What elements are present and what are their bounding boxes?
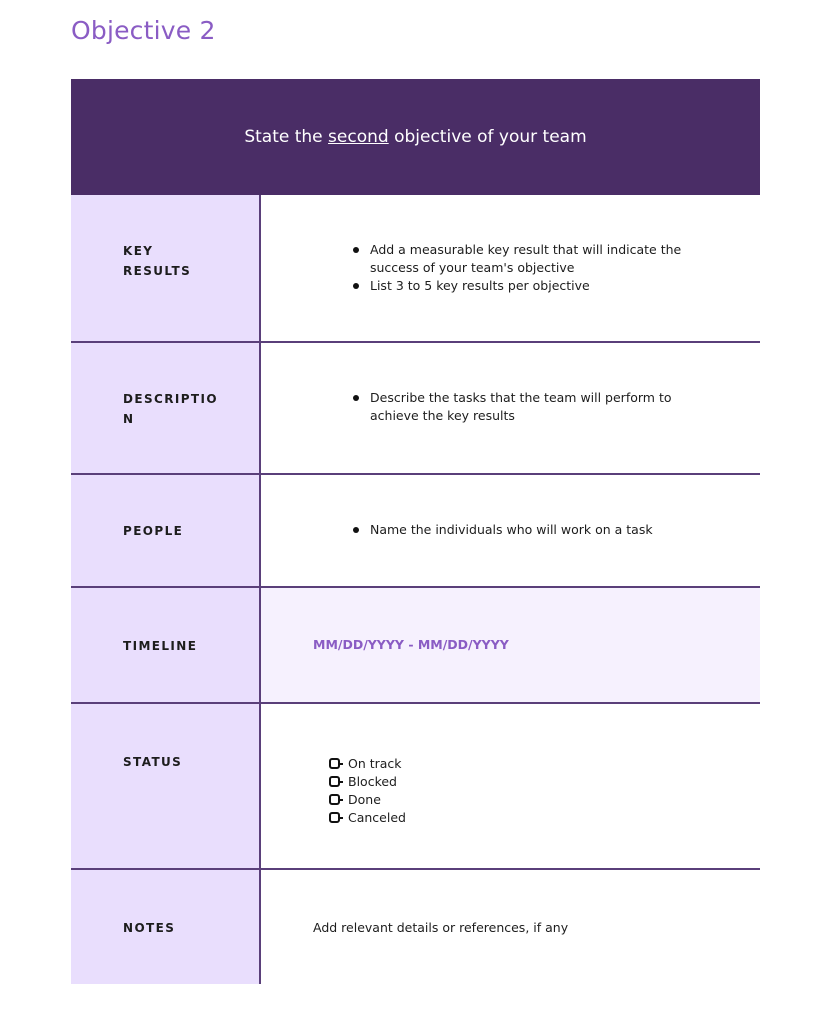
header-suffix: objective of your team [388,127,587,147]
row-label-notes [71,870,261,984]
label-line: NOTES [123,921,176,935]
row-label-timeline [71,588,261,702]
bullet-list [351,241,720,295]
objective-header[interactable] [71,79,760,195]
header-prefix: State the [244,127,329,147]
status-option-label: Blocked [348,773,397,789]
status-option-blocked[interactable] [329,772,406,790]
row-timeline [71,588,760,704]
bullet-list [351,521,720,539]
row-people [71,475,760,588]
list-item: List 3 to 5 key results per objective [351,277,720,295]
label-line: N [123,412,135,426]
page-title: Objective 2 [71,16,216,45]
label-line: DESCRIPTIO [123,392,218,406]
checkbox-icon[interactable] [329,812,340,823]
checkbox-icon[interactable] [329,776,340,787]
status-option-canceled[interactable] [329,808,406,826]
status-option-on-track[interactable] [329,754,406,772]
label-line: RESULTS [123,264,192,278]
row-key-results [71,195,760,343]
list-item: Name the individuals who will work on a task [351,521,720,539]
label-line: KEY [123,244,154,258]
cell-notes[interactable] [261,870,760,984]
cell-people[interactable] [261,475,760,586]
list-item: Describe the tasks that the team will perform to achieve the key results [351,389,720,425]
timeline-value[interactable]: MM/DD/YYYY - MM/DD/YYYY [313,637,509,652]
status-option-label: Canceled [348,809,406,825]
status-option-done[interactable] [329,790,406,808]
label-line: PEOPLE [123,524,184,538]
bullet-list [351,389,720,425]
cell-timeline[interactable] [261,588,760,702]
row-label-status [71,704,261,868]
checkbox-icon[interactable] [329,794,340,805]
okr-table [71,79,760,984]
status-option-label: Done [348,791,381,807]
cell-key-results[interactable] [261,195,760,341]
checkbox-icon[interactable] [329,758,340,769]
row-notes [71,870,760,984]
row-status [71,704,760,870]
cell-status [261,704,760,868]
row-description [71,343,760,475]
label-line: STATUS [123,755,183,769]
row-label-key-results [71,195,261,341]
row-label-people [71,475,261,586]
status-options [329,754,406,826]
header-underlined: second [328,127,389,147]
notes-value[interactable]: Add relevant details or references, if any [313,920,569,935]
cell-description[interactable] [261,343,760,473]
list-item: Add a measurable key result that will indicate the success of your team's objective [351,241,720,277]
row-label-description [71,343,261,473]
status-option-label: On track [348,755,402,771]
label-line: TIMELINE [123,639,198,653]
